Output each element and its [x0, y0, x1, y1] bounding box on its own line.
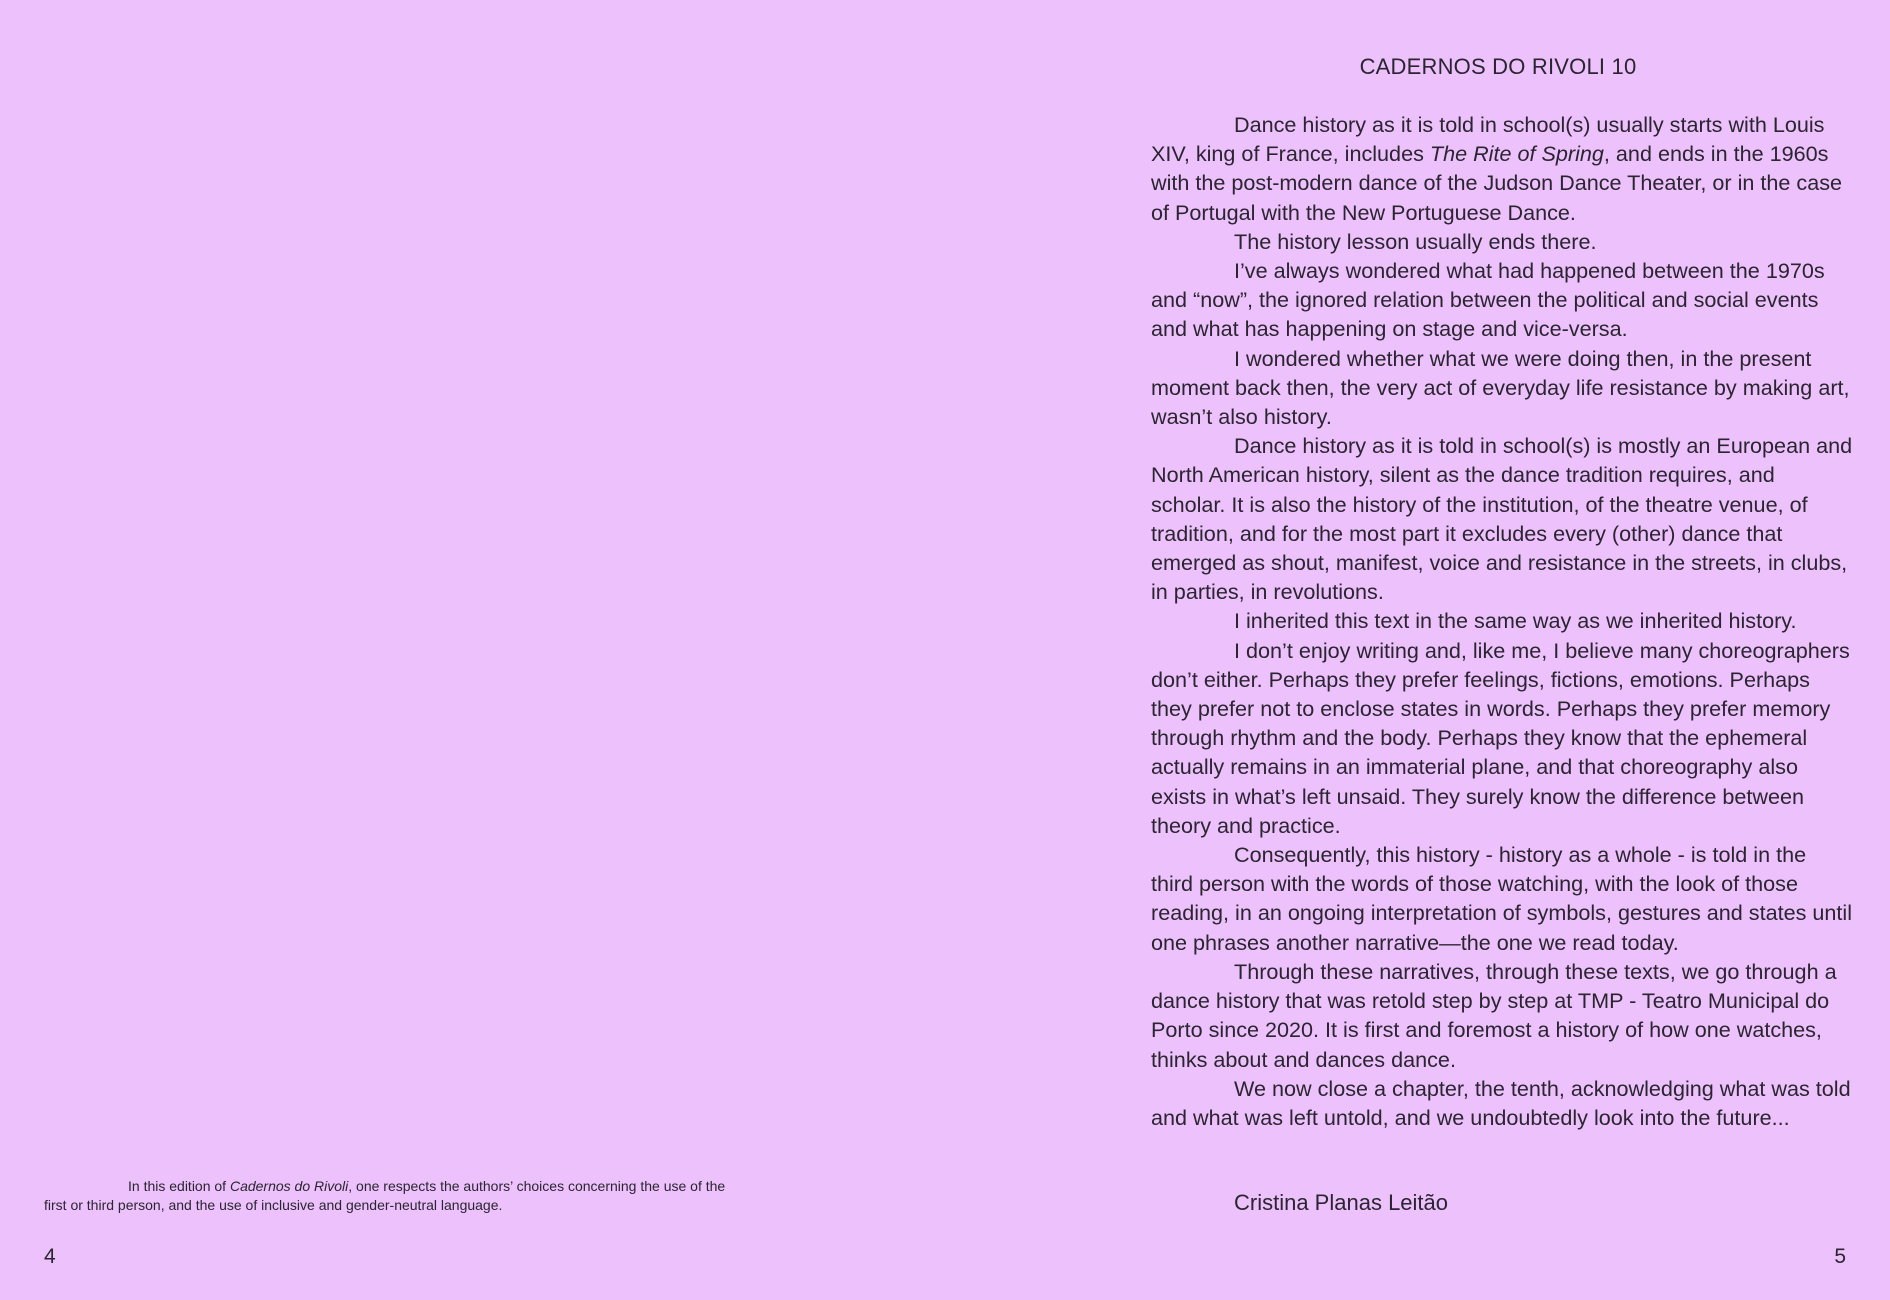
work-title: The Rite of Spring: [1429, 141, 1604, 167]
paragraph-2: The history lesson usually ends there.: [1234, 228, 1597, 254]
footnote-text-start: In this edition of: [128, 1178, 230, 1194]
editorial-text: [1151, 110, 1854, 1132]
running-head: CADERNOS DO RIVOLI 10: [1359, 54, 1637, 79]
paragraph-1-start: Dance history as it is told in school(s) usually starts with Louis XIV, king of France, includes: [1151, 112, 1825, 167]
paragraph-7: I don’t enjoy writing and, like me, I believe many choreographers don’t either. Perhaps they prefer feelings, fictions, emotions. Perhaps they prefer not to enclose states in words. Perhaps they prefer memory through rhythm and the body. Perhaps they know that the ephemeral actually remains in an immaterial plane, and that choreography also exists in what’s left unsaid. They surely know the difference between theory and practice.: [1151, 637, 1850, 838]
right-page: [945, 0, 1890, 1300]
paragraph-1: [1151, 110, 1854, 227]
paragraph-10: We now close a chapter, the tenth, acknowledging what was told and what was left untold, and we undoubtedly look into the future...: [1151, 1075, 1851, 1130]
paragraph-4: I wondered whether what we were doing then, in the present moment back then, the very act of everyday life resistance by making art, wasn’t also history.: [1151, 345, 1850, 430]
paragraph-5: Dance history as it is told in school(s) is mostly an European and North American history, silent as the dance tradition requires, and scholar. It is also the history of the institution, of the theatre venue, of tradition, and for the most part it excludes every (other) dance that emerged as shout, manifest, voice and resistance in the streets, in clubs, in parties, in revolutions.: [1151, 433, 1853, 605]
paragraph-8: Consequently, this history - history as a whole - is told in the third person with the words of those watching, with the look of those reading, in an ongoing interpretation of symbols, gestures and states until one phrases another narrative—the one we read today.: [1151, 842, 1853, 955]
editorial-footnote: [44, 1177, 744, 1215]
author-signature: Cristina Planas Leitão: [1234, 1190, 1449, 1215]
paragraph-6: I inherited this text in the same way as we inherited history.: [1234, 608, 1797, 634]
paragraph-3: I’ve always wondered what had happened between the 1970s and “now”, the ignored relation between the political and social events and what has happening on stage and vice-versa.: [1151, 258, 1825, 342]
footnote-text-end: , one respects the authors’ choices concerning the use of the first or third person, and the use of inclusive and gender-neutral language.: [44, 1178, 726, 1213]
page-number-right: 5: [1834, 1245, 1846, 1268]
footnote-publication-title: Cadernos do Rivoli: [229, 1178, 349, 1194]
paragraph-9: Through these narratives, through these texts, we go through a dance history that was retold step by step at TMP - Teatro Municipal do Porto since 2020. It is first and foremost a history of how one watches, thinks about and dances dance.: [1151, 958, 1837, 1072]
paragraph-1-end: , and ends in the 1960s with the post-modern dance of the Judson Dance Theater, or in the case of Portugal with the New Portuguese Dance.: [1151, 141, 1843, 225]
page-number-left: 4: [44, 1245, 56, 1268]
